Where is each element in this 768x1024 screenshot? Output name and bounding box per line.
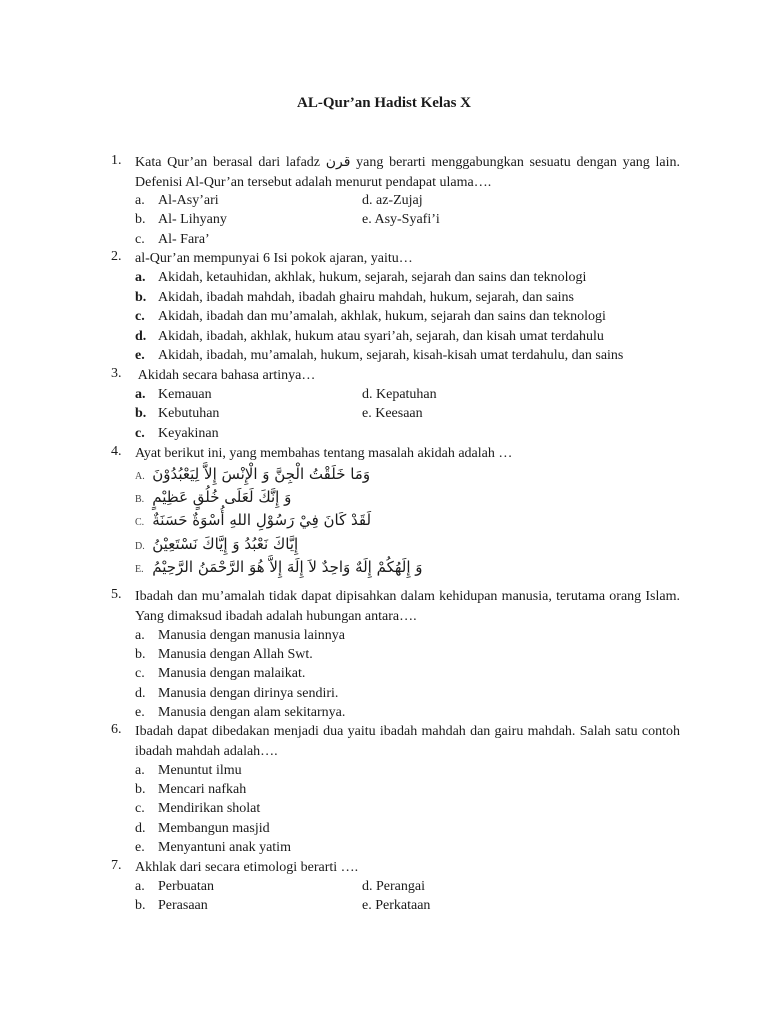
option-text: Al- Lihyany: [158, 212, 227, 227]
option-letter: c.: [135, 309, 145, 324]
option-letter: e.: [135, 348, 145, 363]
option-label: Kepatuhan: [376, 387, 437, 402]
option-letter: a.: [135, 628, 145, 643]
option-text: Al-Asy’ari: [158, 193, 219, 208]
option-letter: d.: [135, 329, 147, 344]
option-text: Akidah, ketauhidan, akhlak, hukum, sejarah, sejarah dan sains dan teknologi: [158, 270, 587, 285]
option-letter: B.: [135, 494, 145, 505]
option-text: [362, 404, 423, 424]
option-letter: e.: [135, 705, 145, 720]
question-text: al-Qur’an mempunyai 6 Isi pokok ajaran, yaitu…: [135, 251, 413, 266]
option-letter: D.: [135, 541, 145, 552]
option-text: Manusia dengan malaikat.: [158, 666, 306, 681]
option-letter: d.: [362, 879, 373, 894]
option-letter: E.: [135, 564, 144, 575]
arabic-verse: لَقَدْ كَانَ فِيْ رَسُوْلِ اللهِ أُسْوَةٌ حَسَنَةٌ: [152, 511, 372, 529]
option-label: Asy-Syafi’i: [374, 212, 440, 227]
question-number: 3.: [111, 366, 122, 381]
option-text: Kebutuhan: [158, 406, 220, 421]
question-text: Kata Qur’an berasal dari lafadz قرن yang berarti menggabungkan sesuatu dengan yang lain. Defenisi Al-Qur’an tersebut adalah menurut pendapat ulama….: [135, 155, 681, 190]
question-text: Akidah secara bahasa artinya…: [135, 368, 316, 383]
option-letter: b.: [135, 898, 146, 913]
option-text: Menyantuni anak yatim: [158, 840, 291, 855]
arabic-option-a: [135, 465, 370, 483]
option-text: Akidah, ibadah, mu’amalah, hukum, sejarah, kisah-kisah umat terdahulu, dan sains: [158, 348, 624, 363]
option-letter: a.: [135, 270, 146, 285]
option-text: Akidah, ibadah, akhlak, hukum atau syari’ah, sejarah, dan kisah umat terdahulu: [158, 329, 604, 344]
question-number: 7.: [111, 858, 122, 873]
option-text: Membangun masjid: [158, 821, 270, 836]
option-letter: a.: [135, 763, 145, 778]
question-text: Ibadah dapat dibedakan menjadi dua yaitu ibadah mahdah dan gairu mahdah. Salah satu contoh ibadah mahdah adalah….: [135, 724, 680, 759]
option-text: Manusia dengan alam sekitarnya.: [158, 705, 346, 720]
question-text: Ayat berikut ini, yang membahas tentang masalah akidah adalah …: [135, 446, 513, 461]
option-text: Kemauan: [158, 387, 212, 402]
arabic-verse: إِيَّاكَ نَعْبُدُ وَ إِيَّاكَ نَسْتَعِيْنُ: [152, 535, 299, 553]
question-text: Ibadah dan mu’amalah tidak dapat dipisahkan dalam kehidupan manusia, terutama orang Islam. Yang dimaksud ibadah adalah hubungan antara….: [135, 589, 680, 624]
option-letter: d.: [362, 387, 373, 402]
option-text: Menuntut ilmu: [158, 763, 242, 778]
document-title: AL-Qur’an Hadist Kelas X: [296, 95, 472, 111]
option-label: az-Zujaj: [376, 193, 423, 208]
option-letter: d.: [135, 686, 146, 701]
question-number: 4.: [111, 444, 122, 459]
arabic-verse: وَمَا خَلَقْتُ الْجِنَّ وَ الْإِنْسَ إِلاَّ لِيَعْبُدُوْنَ: [152, 465, 371, 483]
option-text: [362, 877, 425, 897]
option-text: [362, 896, 430, 916]
arabic-verse: وَ إِلَهُكُمْ إِلَهٌ وَاحِدٌ لاَ إِلَهَ إِلاَّ هُوَ الرَّحْمَنُ الرَّحِيْمُ: [152, 558, 423, 576]
option-letter: b.: [135, 290, 147, 305]
option-text: Akidah, ibadah dan mu’amalah, akhlak, hukum, sejarah dan sains dan teknologi: [158, 309, 606, 324]
option-text: Mencari nafkah: [158, 782, 247, 797]
arabic-option-e: [135, 558, 423, 576]
option-letter: C.: [135, 517, 145, 528]
question-number: 1.: [111, 153, 122, 168]
option-label: Perkataan: [375, 898, 431, 913]
question-text: Akhlak dari secara etimologi berarti ….: [135, 860, 359, 875]
question-number: 6.: [111, 722, 122, 737]
option-text: Perbuatan: [158, 879, 214, 894]
option-text: Mendirikan sholat: [158, 801, 261, 816]
option-letter: e.: [362, 406, 372, 421]
option-letter: b.: [135, 647, 146, 662]
option-letter: c.: [135, 232, 145, 247]
option-letter: c.: [135, 426, 145, 441]
option-letter: e.: [362, 212, 372, 227]
option-letter: c.: [135, 666, 145, 681]
option-label: Perangai: [376, 879, 425, 894]
option-text: Perasaan: [158, 898, 208, 913]
option-letter: a.: [135, 387, 146, 402]
option-letter: e.: [362, 898, 372, 913]
option-text: Al- Fara’: [158, 232, 210, 247]
option-text: [362, 191, 423, 211]
option-letter: d.: [135, 821, 146, 836]
option-text: Manusia dengan manusia lainnya: [158, 628, 346, 643]
option-letter: c.: [135, 801, 145, 816]
option-letter: d.: [362, 193, 373, 208]
question-number: 5.: [111, 587, 122, 602]
option-text: [362, 385, 437, 405]
option-letter: e.: [135, 840, 145, 855]
option-label: Keesaan: [375, 406, 423, 421]
option-letter: b.: [135, 212, 146, 227]
option-letter: A.: [135, 471, 145, 482]
option-letter: b.: [135, 782, 146, 797]
question-number: 2.: [111, 249, 122, 264]
arabic-verse: وَ إِنَّكَ لَعَلَى خُلُقٍ عَظِيْمٍ: [152, 488, 292, 506]
option-letter: b.: [135, 406, 147, 421]
option-text: Manusia dengan dirinya sendiri.: [158, 686, 339, 701]
option-text: [362, 210, 440, 230]
option-text: Keyakinan: [158, 426, 219, 441]
arabic-option-b: [135, 488, 291, 506]
arabic-option-d: [135, 535, 298, 553]
option-letter: a.: [135, 879, 145, 894]
option-text: Akidah, ibadah mahdah, ibadah ghairu mahdah, hukum, sejarah, dan sains: [158, 290, 574, 305]
option-text: Manusia dengan Allah Swt.: [158, 647, 313, 662]
option-letter: a.: [135, 193, 145, 208]
arabic-option-c: [135, 511, 371, 529]
